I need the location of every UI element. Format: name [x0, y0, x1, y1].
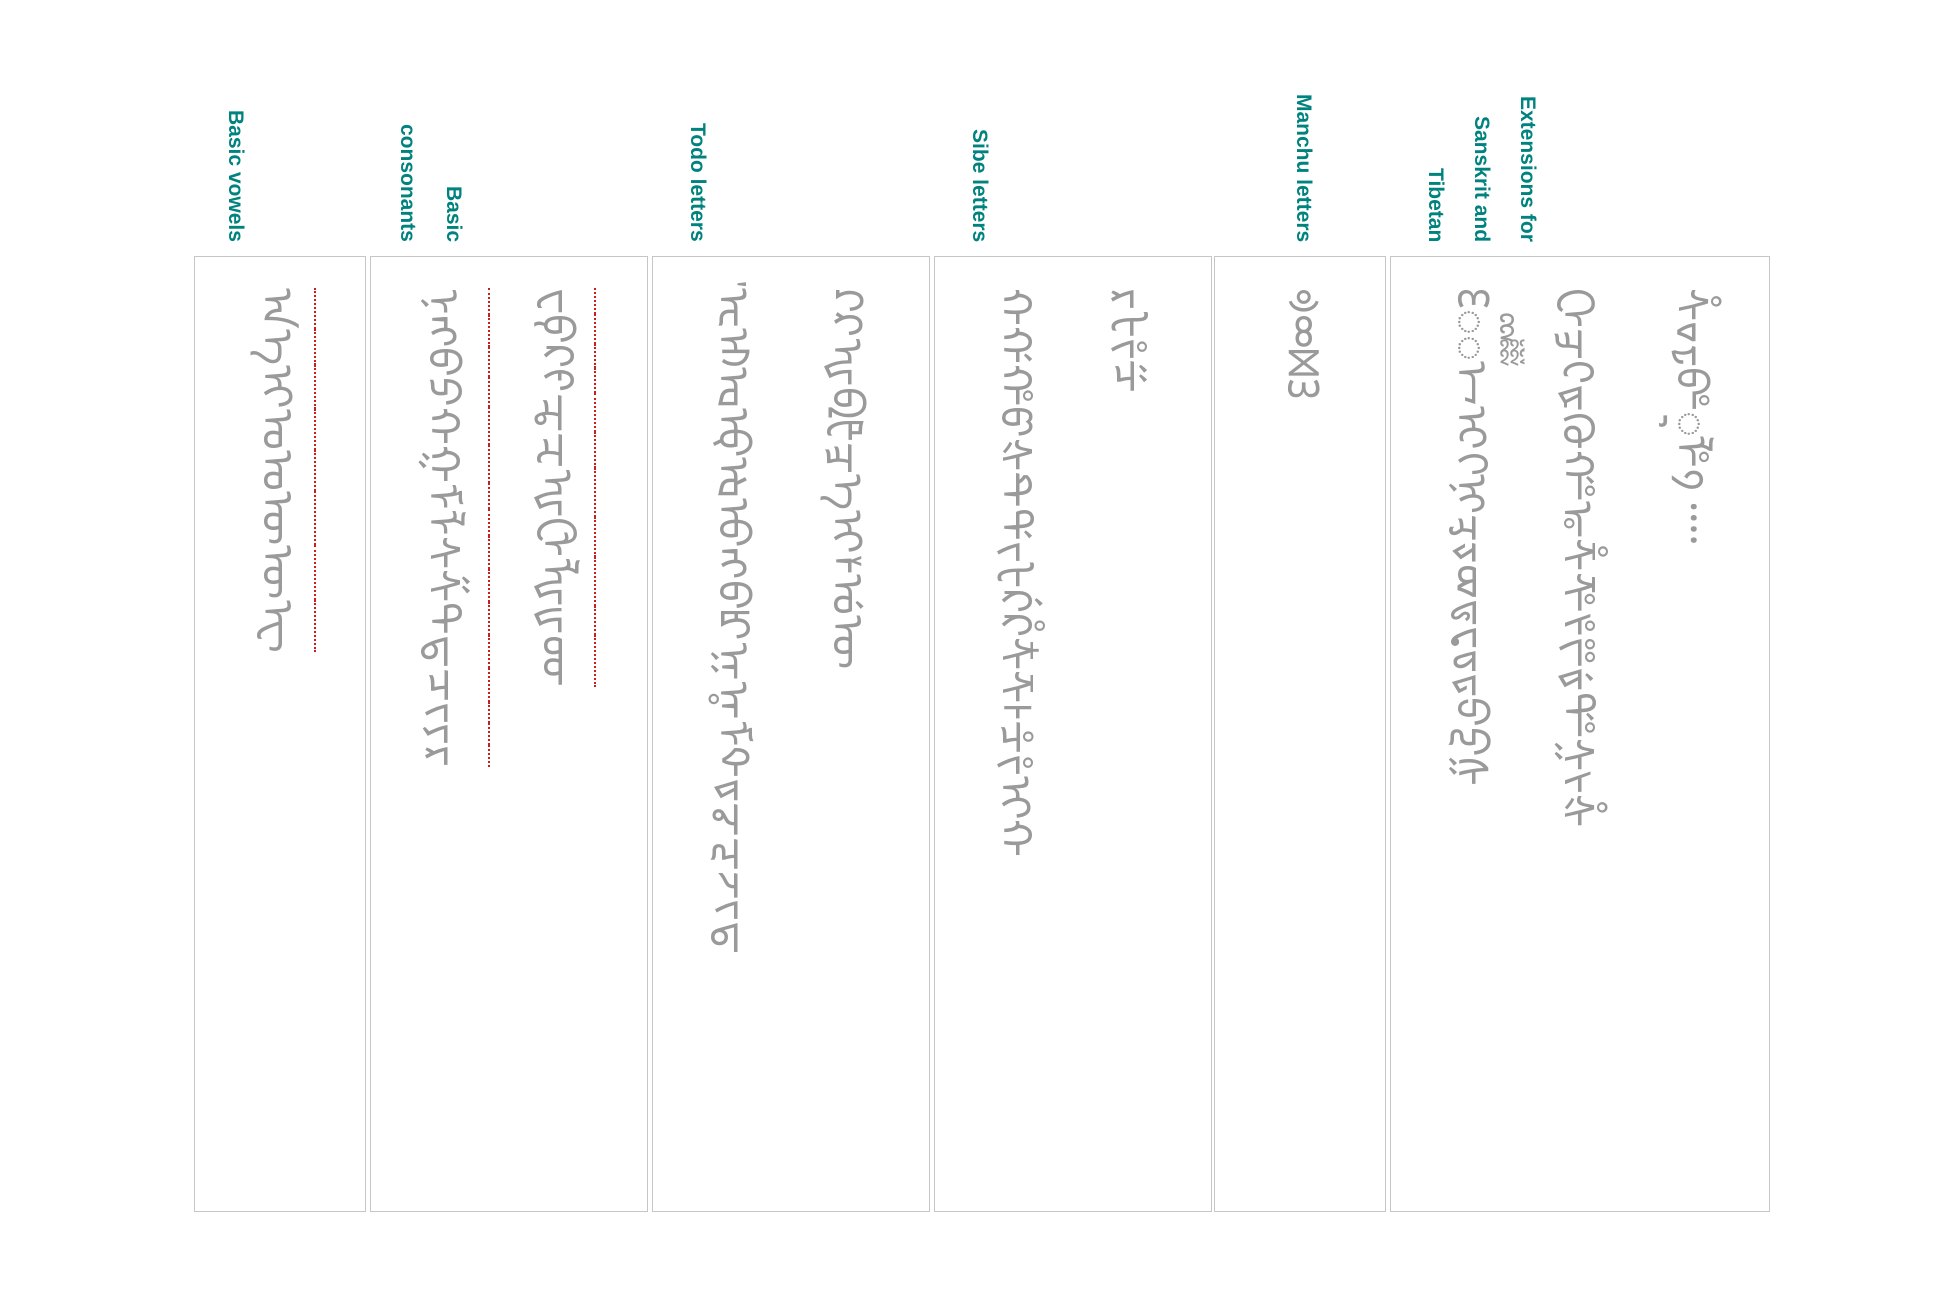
mongolian-glyph: ᡰ [989, 703, 1040, 721]
mongolian-glyph: ᢑ [1445, 672, 1496, 698]
mongolian-glyph: ᡧ [989, 437, 1040, 472]
glyph-line [1090, 288, 1196, 857]
mongolian-glyph: ᡦ [989, 406, 1040, 438]
mongolian-glyph: ᡮ [989, 637, 1040, 671]
mongolian-glyph: ᢇ [1445, 361, 1496, 406]
mongolian-glyph: ᢓ [1445, 726, 1496, 757]
mongolian-glyph: ᢡ [1551, 691, 1602, 738]
mongolian-glyph: ᠧ [238, 600, 316, 653]
mongolian-glyph: ᢔ [1445, 756, 1496, 786]
mongolian-glyph: ᡊ [707, 547, 758, 580]
mongolian-glyph: ᢆ [1445, 335, 1496, 362]
mongolian-glyph: ᠫ [412, 377, 490, 407]
mongolian-glyph: ᡵ [1103, 288, 1154, 310]
mongolian-glyph: ᡎ [707, 680, 758, 720]
mongolian-glyph: ᡷ [1103, 337, 1154, 360]
mongolian-glyph: ᢣ [1551, 770, 1602, 794]
mongolian-glyph: ᡂ [518, 635, 596, 687]
mongolian-glyph: ᠦ [238, 545, 316, 599]
mongolian-glyph: ᡡ [821, 615, 872, 670]
mongolian-glyph: ᡁ [518, 606, 596, 634]
mongolian-glyph: ᠢ [238, 365, 316, 409]
glyph-line [808, 288, 914, 954]
mongolian-glyph: ᠺ [518, 344, 596, 368]
mongolian-glyph: ᢚ [1551, 449, 1602, 501]
mongolian-glyph: ᠳ [412, 635, 490, 668]
mongolian-glyph: ᡏ [707, 719, 758, 747]
mongolian-glyph: ᢞ [1551, 612, 1602, 637]
glyph-lines [1262, 288, 1368, 399]
mongolian-glyph: ᢧ [1665, 343, 1716, 367]
glyph-line [702, 288, 808, 954]
mongolian-glyph: ᢈ [1445, 405, 1496, 450]
mongolian-glyph: ᡬ [989, 588, 1040, 613]
mongolian-glyph: ᠴ [412, 668, 490, 702]
mongolian-glyph: ᡗ [821, 288, 872, 313]
mongolian-glyph: ᡌ [707, 609, 758, 641]
mongolian-glyph: ᢜ [1551, 538, 1602, 572]
glyph-line [412, 288, 518, 767]
mongolian-glyph: ᠤ [238, 450, 316, 491]
mongolian-glyph: ᡙ [821, 337, 872, 387]
mongolian-glyph: ᢏ [1445, 625, 1496, 649]
mongolian-glyph: ᢍ [1445, 563, 1496, 599]
mongolian-glyph: ᡝ [821, 473, 872, 511]
mongolian-glyph: ᢘ [1551, 384, 1602, 412]
mongolian-glyph: ᢠ [1551, 667, 1602, 692]
mongolian-glyph: ᡜ [821, 441, 872, 474]
glyph-lines [702, 288, 914, 954]
mongolian-glyph: ᡱ [989, 720, 1040, 754]
glyph-line [1546, 288, 1652, 827]
glyph-lines [412, 288, 624, 767]
mongolian-glyph: ᡓ [707, 836, 758, 871]
mongolian-glyph: ᠿ [518, 517, 596, 557]
mongolian-glyph: ᡄ [707, 288, 758, 328]
column-heading: Todo letters [686, 123, 709, 242]
mongolian-glyph: ᡞ [821, 510, 872, 554]
mongolian-glyph: ᢝ [1551, 571, 1602, 613]
mongolian-glyph: ᡣ [989, 288, 1040, 326]
mongolian-glyph: ᡤ [989, 325, 1040, 364]
mongolian-glyph: ᢦ [1665, 321, 1716, 344]
glyph-box [1214, 256, 1386, 1212]
mongolian-glyph: ᡚ [821, 386, 872, 420]
glyph-lines [1440, 288, 1758, 827]
mongolian-glyph: ᠪ [412, 347, 490, 377]
mongolian-glyph: ᡩ [989, 507, 1040, 541]
mongolian-glyph: ᡲ [989, 753, 1040, 776]
mongolian-glyph: ᠡ [238, 329, 316, 365]
mongolian-glyph: ᡔ [707, 870, 758, 900]
mongolian-glyph: ᡕ [707, 899, 758, 922]
mongolian-glyph: ᠷ [412, 745, 490, 767]
mongolian-glyph: ᢖ [1551, 327, 1602, 360]
mongolian-glyph: ᡫ [989, 562, 1040, 589]
mongolian-glyph: ᢐ [1445, 648, 1496, 673]
mongolian-glyph: ᡐ [707, 746, 758, 779]
mongolian-glyph: ᠮ [412, 483, 490, 510]
mongolian-glyph: ᠻ [518, 368, 596, 392]
mongolian-glyph: ᡆ [707, 367, 758, 408]
mongolian-glyph: ᡘ [821, 313, 872, 338]
column-heading: Basic consonants [396, 124, 465, 242]
mongolian-glyph: ᢄ [1445, 288, 1496, 310]
mongolian-glyph: ᢊ [1445, 473, 1496, 514]
mongolian-glyph: ᠶ [412, 723, 490, 745]
mongolian-glyph: ᢒ [1445, 697, 1496, 727]
mongolian-glyph: ᠁ [1665, 491, 1716, 543]
column-heading: Manchu letters [1292, 93, 1315, 242]
mongolian-glyph: ᠣ [238, 409, 316, 450]
mongolian-glyph: ᡠ [821, 574, 872, 616]
mongolian-glyph: ᡶ [1103, 309, 1154, 338]
mongolian-glyph: ᢋ [1445, 513, 1496, 542]
mongolian-glyph: ᡅ [707, 327, 758, 368]
mongolian-glyph: ᢪ [1665, 436, 1716, 469]
mongolian-glyph: ᡸ [1103, 359, 1154, 394]
mongolian-glyph: ᠬ [412, 407, 490, 445]
mongolian-glyph: ᢗ [1551, 359, 1602, 385]
mongolian-glyph: ᠥ [238, 491, 316, 545]
mongolian-glyph: ᡳ [989, 775, 1040, 820]
mongolian-glyph: ᠠ [238, 288, 316, 329]
mongolian-glyph: ᢨ [1665, 366, 1716, 411]
mongolian-glyph: ᢟ [1551, 636, 1602, 668]
mongolian-glyph: ᢙ [1551, 411, 1602, 450]
mongolian-glyph: ᡥ [989, 363, 1040, 407]
mongolian-glyph: ᡛ [821, 419, 872, 442]
mongolian-glyph: ᡨ [989, 471, 1040, 508]
mongolian-glyph: ᡖ [707, 921, 758, 955]
mongolian-glyph: ᡍ [707, 640, 758, 681]
glyph-line [1262, 288, 1368, 399]
mongolian-glyph: ᢁ [1275, 313, 1326, 349]
glyph-line [238, 288, 344, 652]
mongolian-glyph: ᠯ [412, 509, 490, 536]
glyph-line [518, 288, 624, 767]
mongolian-glyph: ᢥ [1665, 288, 1716, 322]
mongolian-glyph: ᢎ [1445, 598, 1496, 626]
mongolian-glyph: ᡒ [707, 802, 758, 837]
mongolian-glyph: ᡪ [989, 540, 1040, 563]
mongolian-glyph: ᡇ [707, 407, 758, 458]
glyph-lines [984, 288, 1196, 857]
mongolian-glyph: ᠾ [518, 468, 596, 517]
mongolian-glyph: ᡯ [989, 670, 1040, 704]
mongolian-glyph: ᡀ [518, 557, 596, 606]
mongolian-glyph: ᠹ [518, 314, 596, 344]
glyph-line [1440, 288, 1546, 827]
mongolian-glyph: ᢀ [1275, 288, 1326, 314]
mongolian-glyph: ᡋ [707, 579, 758, 610]
mongolian-glyph: ᠀ [1665, 468, 1716, 492]
mongolian-glyph: ᢅ [1445, 309, 1496, 336]
mongolian-glyph: ᡴ [989, 819, 1040, 858]
glyph-line [984, 288, 1090, 857]
glyph-lines [238, 288, 344, 652]
mongolian-glyph: ᡭ [989, 612, 1040, 638]
mongolian-glyph: ᡈ [707, 457, 758, 498]
mongolian-glyph: ᢤ [1551, 793, 1602, 828]
column-heading: Sibe letters [968, 128, 991, 242]
mongolian-glyph: ᠩ [412, 315, 490, 347]
mongolian-glyph: ᠵ [412, 702, 490, 724]
mongolian-glyph: ᢢ [1551, 737, 1602, 771]
mongolian-glyph: ᠨ [412, 288, 490, 315]
mongolian-glyph: ᢌ [1445, 541, 1496, 564]
mongolian-glyph: ᢛ [1551, 500, 1602, 539]
mongolian-glyph: ᠽ [518, 432, 596, 468]
mongolian-glyph: ᠭ [412, 445, 490, 483]
mongolian-glyph: ᢉ [1445, 449, 1496, 474]
mongolian-glyph: ᡉ [707, 497, 758, 548]
column-heading: Extensions for Sanskrit and Tibetan [1424, 96, 1539, 242]
mongolian-glyph: ᠰ [412, 536, 490, 569]
mongolian-glyph: ᠱ [412, 569, 490, 602]
mongolian-glyph: ᠲ [412, 602, 490, 635]
mongolian-glyph: ᠸ [518, 288, 596, 314]
mongolian-glyph: ᢃ [1275, 378, 1326, 400]
mongolian-glyph: ᢕ [1551, 288, 1602, 328]
column-heading: Basic vowels [224, 110, 247, 242]
mongolian-glyph: ᡑ [707, 778, 758, 803]
mongolian-glyph: ᢩ [1665, 410, 1716, 437]
mongolian-glyph: ᠼ [518, 393, 596, 432]
mongolian-glyph: ᢂ [1275, 348, 1326, 379]
glyph-line [1652, 288, 1758, 827]
mongolian-glyph: ᡟ [821, 553, 872, 575]
